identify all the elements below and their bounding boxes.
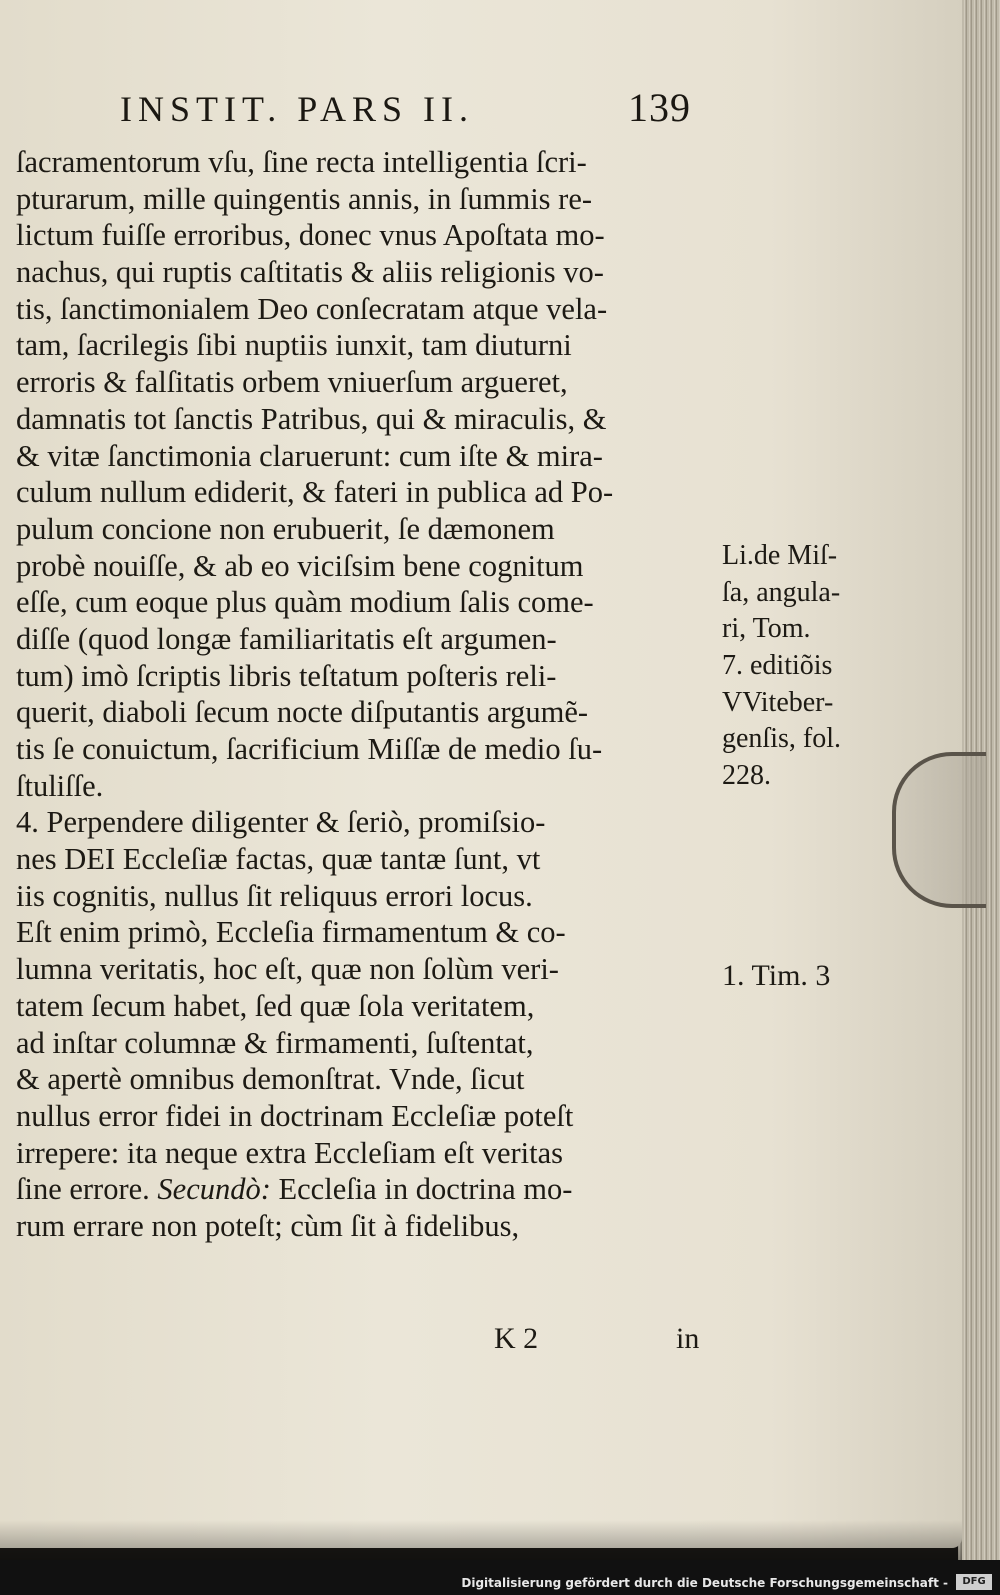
text-line: & apertè omnibus demonſtrat. Vnde, ſicut [16, 1062, 525, 1097]
margin-note-luther [722, 538, 882, 795]
text-line: querit, diaboli ſecum nocte diſputantis argumẽ- [16, 695, 589, 730]
margin-line: 228. [722, 760, 771, 792]
page-shadow [0, 1520, 962, 1560]
text-line: ad inſtar columnæ & firmamenti, ſuſtentat, [16, 1025, 534, 1060]
body-text [16, 144, 716, 1245]
text-line: lumna veritatis, hoc eſt, quæ non ſolùm veri- [16, 952, 559, 987]
text-line-start: ſine errore. [16, 1172, 150, 1207]
page-header [120, 85, 720, 138]
text-line [16, 1171, 716, 1208]
text-line-rest: Eccleſia in doctrina mo- [270, 1172, 573, 1207]
page-number: 139 [628, 85, 691, 130]
signature-mark: K 2 [494, 1322, 539, 1355]
text-line: irrepere: ita neque extra Eccleſiam eſt veritas [16, 1135, 564, 1170]
text-line: tatem ſecum habet, ſed quæ ſola veritatem, [16, 988, 535, 1023]
margin-line: Li.de Miſ- [722, 540, 838, 571]
catchword: in [676, 1322, 700, 1355]
text-line: & vitæ ſanctimonia claruerunt: cum iſte & mira- [16, 438, 603, 473]
dfg-logo-icon: DFG [956, 1574, 992, 1590]
text-line: culum nullum ediderit, & fateri in publica ad Po- [16, 475, 614, 510]
text-line: diſſe (quod longæ familiaritatis eſt argumen- [16, 621, 557, 656]
text-line: rum errare non poteſt; cùm ſit à fidelibus, [16, 1208, 520, 1243]
text-line: Eſt enim primò, Eccleſia firmamentum & co- [16, 915, 566, 950]
text-line: ſacramentorum vſu, ſine recta intelligentia ſcri- [16, 145, 587, 179]
text-line: tis, ſanctimonialem Deo conſecratam atque vela- [16, 291, 608, 326]
margin-line: ſa, angula- [722, 576, 841, 608]
digitization-credit: Digitalisierung gefördert durch die Deutsche Forschungsgemeinschaft - [461, 1576, 948, 1590]
margin-line: VViteber- [722, 686, 834, 718]
text-line: ſtuliſſe. [16, 768, 104, 803]
text-line: tum) imò ſcriptis libris teſtatum poſteris reli- [16, 658, 557, 693]
margin-line: 1. Tim. 3 [722, 959, 831, 992]
text-line: nes DEI Eccleſiæ factas, quæ tantæ ſunt, vt [16, 842, 541, 877]
text-line: eſſe, cum eoque plus quàm modium ſalis come- [16, 585, 594, 620]
running-head: INSTIT. PARS II. [120, 89, 475, 129]
text-line: nachus, qui ruptis caſtitatis & aliis religionis vo- [16, 255, 604, 290]
text-line: 4. Perpendere diligenter & ſeriò, promiſsio- [16, 805, 546, 840]
italic-secundo: Secundò: [157, 1172, 271, 1207]
margin-line: 7. editiõis [722, 650, 833, 682]
text-line: probè nouiſſe, & ab eo viciſsim bene cognitum [16, 548, 584, 583]
text-line: nullus error fidei in doctrinam Eccleſiæ poteſt [16, 1098, 574, 1133]
text-line: lictum fuiſſe erroribus, donec vnus Apoſtata mo- [16, 218, 605, 253]
text-line: erroris & falſitatis orbem vniuerſum argueret, [16, 365, 568, 400]
book-clasp [892, 752, 986, 908]
margin-line: genſis, fol. [722, 723, 841, 755]
text-line: tis ſe conuictum, ſacrificium Miſſæ de medio ſu- [16, 732, 603, 766]
text-line: pturarum, mille quingentis annis, in ſummis re- [16, 181, 593, 216]
text-line: iis cognitis, nullus ſit reliquus errori locus. [16, 878, 533, 913]
margin-line: ri, Tom. [722, 613, 811, 645]
margin-note-timothy [722, 958, 882, 995]
page-footer [0, 1322, 960, 1362]
text-line: damnatis tot ſanctis Patribus, qui & miraculis, & [16, 401, 607, 436]
text-line: tam, ſacrilegis ſibi nuptiis iunxit, tam diuturni [16, 328, 572, 363]
text-line: pulum concione non erubuerit, ſe dæmonem [16, 511, 555, 546]
